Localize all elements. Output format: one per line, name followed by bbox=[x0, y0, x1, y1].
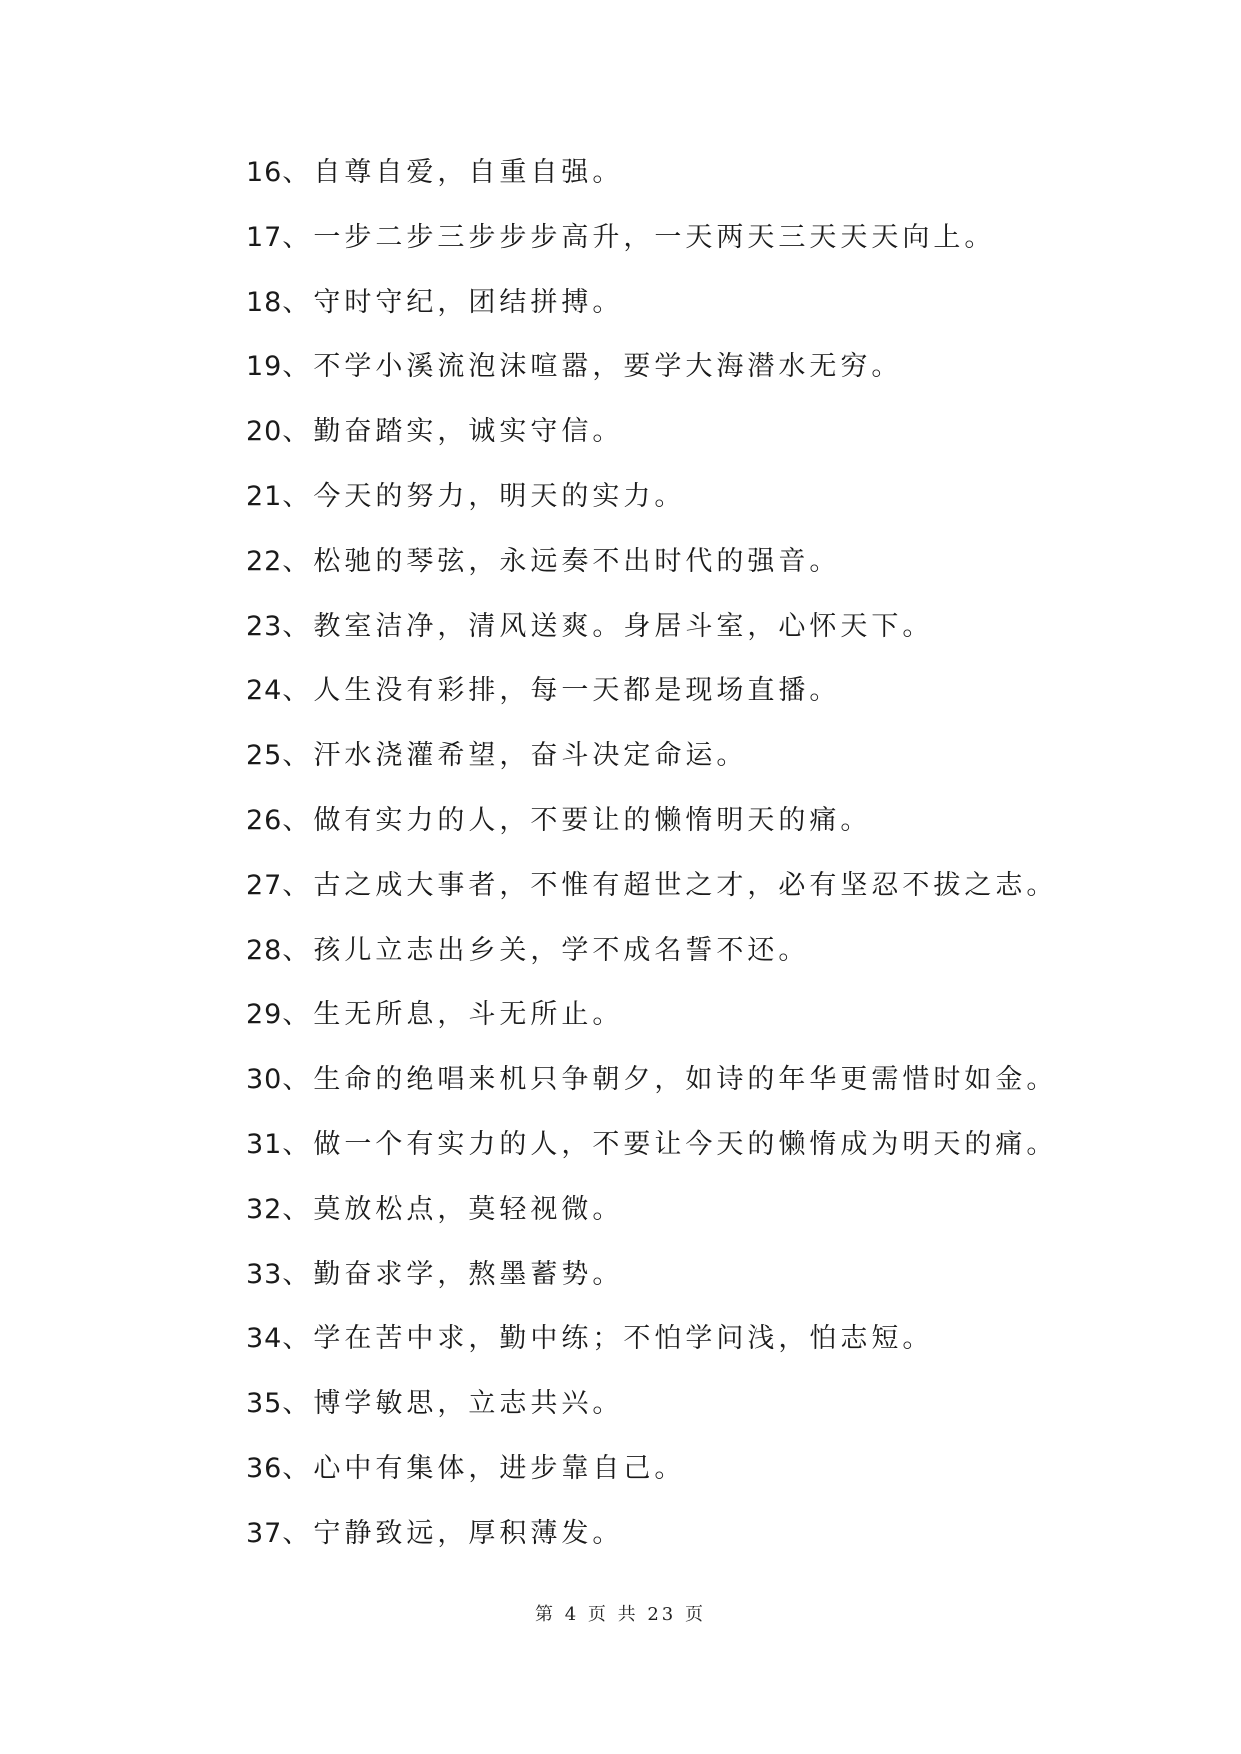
list-item bbox=[246, 1065, 1057, 1130]
item-text: 、古之成大事者，不惟有超世之才，必有坚忍不拔之志。 bbox=[282, 869, 1058, 901]
item-text: 、守时守纪，团结拼搏。 bbox=[282, 286, 624, 318]
item-text: 、不学小溪流泡沫喧嚣，要学大海潜水无穷。 bbox=[282, 351, 903, 383]
list-item bbox=[246, 1324, 1057, 1389]
item-text: 、生无所息，斗无所止。 bbox=[282, 999, 624, 1031]
item-number: 35 bbox=[246, 1388, 283, 1420]
item-text: 、学在苦中求，勤中练；不怕学问浅，怕志短。 bbox=[282, 1323, 934, 1355]
item-number: 34 bbox=[246, 1323, 283, 1355]
list-item bbox=[246, 547, 1057, 612]
item-text: 、心中有集体，进步靠自己。 bbox=[282, 1452, 686, 1484]
item-number: 25 bbox=[246, 740, 283, 772]
item-number: 33 bbox=[246, 1258, 283, 1290]
item-text: 、人生没有彩排，每一天都是现场直播。 bbox=[282, 675, 841, 707]
item-text: 、做一个有实力的人，不要让今天的懒惰成为明天的痛。 bbox=[282, 1128, 1058, 1160]
list-item bbox=[246, 1000, 1057, 1065]
item-number: 20 bbox=[246, 416, 283, 448]
list-item bbox=[246, 417, 1057, 482]
item-text: 、宁静致远，厚积薄发。 bbox=[282, 1517, 624, 1549]
list-item bbox=[246, 1130, 1057, 1195]
item-number: 24 bbox=[246, 675, 283, 707]
item-text: 、松驰的琴弦，永远奏不出时代的强音。 bbox=[282, 545, 841, 577]
item-number: 19 bbox=[246, 351, 283, 383]
list-item bbox=[246, 482, 1057, 547]
list-item bbox=[246, 676, 1057, 741]
item-text: 、做有实力的人，不要让的懒惰明天的痛。 bbox=[282, 804, 872, 836]
list-item bbox=[246, 1454, 1057, 1519]
list-item bbox=[246, 158, 1057, 223]
item-number: 17 bbox=[246, 221, 283, 253]
list-item bbox=[246, 1389, 1057, 1454]
list-item bbox=[246, 288, 1057, 353]
slogan-list bbox=[246, 158, 1057, 1584]
list-item bbox=[246, 1195, 1057, 1260]
item-number: 28 bbox=[246, 934, 283, 966]
item-number: 16 bbox=[246, 157, 283, 188]
item-text: 、博学敏思，立志共兴。 bbox=[282, 1388, 624, 1420]
item-number: 29 bbox=[246, 999, 283, 1031]
item-number: 30 bbox=[246, 1064, 283, 1096]
list-item bbox=[246, 223, 1057, 288]
item-number: 31 bbox=[246, 1128, 283, 1160]
item-text: 、孩儿立志出乡关，学不成名誓不还。 bbox=[282, 934, 810, 966]
item-text: 、自尊自爱，自重自强。 bbox=[282, 157, 624, 188]
item-text: 、生命的绝唱来机只争朝夕，如诗的年华更需惜时如金。 bbox=[282, 1064, 1058, 1096]
item-text: 、今天的努力，明天的实力。 bbox=[282, 480, 686, 512]
item-number: 26 bbox=[246, 804, 283, 836]
item-number: 27 bbox=[246, 869, 283, 901]
list-item bbox=[246, 806, 1057, 871]
item-text: 、一步二步三步步步高升，一天两天三天天天向上。 bbox=[282, 221, 996, 253]
list-item bbox=[246, 1519, 1057, 1584]
item-number: 18 bbox=[246, 286, 283, 318]
item-number: 23 bbox=[246, 610, 283, 642]
page-footer: 第 4 页 共 23 页 bbox=[535, 1604, 706, 1625]
item-text: 、汗水浇灌希望，奋斗决定命运。 bbox=[282, 740, 748, 772]
list-item bbox=[246, 741, 1057, 806]
list-item bbox=[246, 352, 1057, 417]
item-number: 32 bbox=[246, 1193, 283, 1225]
item-number: 37 bbox=[246, 1517, 283, 1549]
item-number: 21 bbox=[246, 480, 283, 512]
item-text: 、勤奋踏实，诚实守信。 bbox=[282, 416, 624, 448]
item-text: 、莫放松点，莫轻视微。 bbox=[282, 1193, 624, 1225]
item-number: 36 bbox=[246, 1452, 283, 1484]
item-text: 、勤奋求学，熬墨蓄势。 bbox=[282, 1258, 624, 1290]
list-item bbox=[246, 1260, 1057, 1325]
item-text: 、教室洁净，清风送爽。身居斗室，心怀天下。 bbox=[282, 610, 934, 642]
item-number: 22 bbox=[246, 545, 283, 577]
list-item bbox=[246, 936, 1057, 1001]
list-item bbox=[246, 612, 1057, 677]
list-item bbox=[246, 871, 1057, 936]
